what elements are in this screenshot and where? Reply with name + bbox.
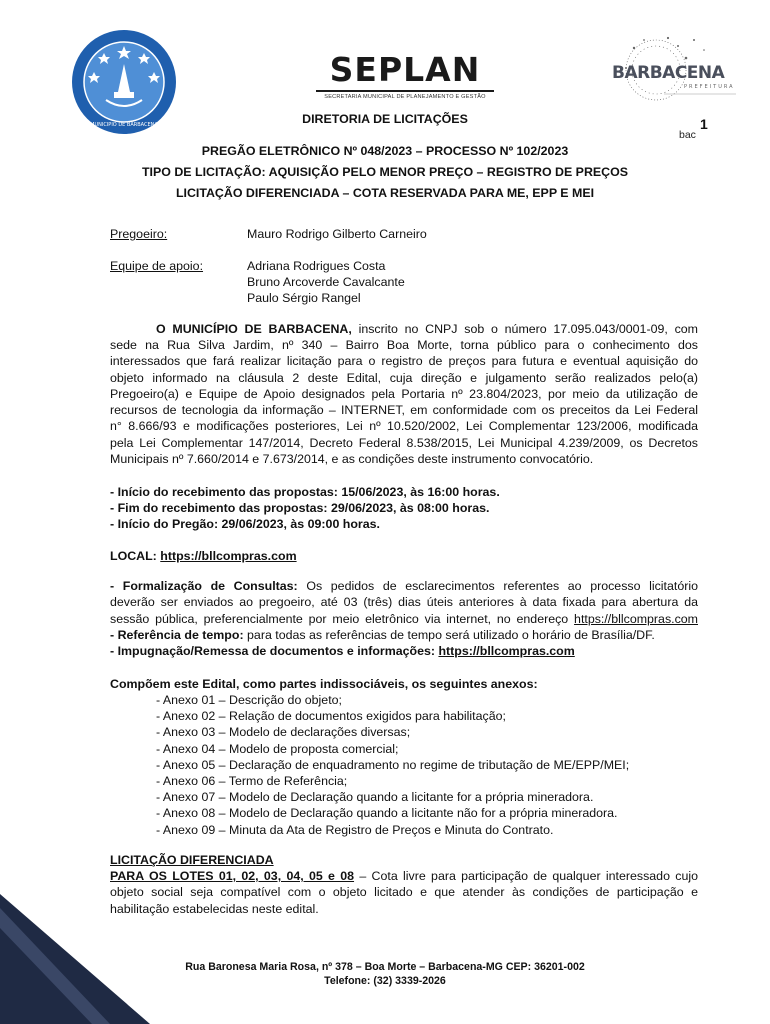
equipe-member: Adriana Rodrigues Costa [247,259,386,273]
title-cota: LICITAÇÃO DIFERENCIADA – COTA RESERVADA PARA ME, EPP E MEI [175,186,595,200]
annex-item: - Anexo 01 – Descrição do objeto; [156,693,342,707]
equipe-member: Paulo Sérgio Rangel [247,291,361,305]
annexes-heading: Compõem este Edital, como partes indissociáveis, os seguintes anexos: [110,677,538,691]
impugnacao-label: - Impugnação/Remessa de documentos e informações: [110,644,435,659]
intro-line: inscrito no CNPJ sob o número 17.095.043/0001-09, com [358,322,698,336]
consultas-text: sessão pública, preferencialmente por meio eletrônico via internet, no endereço [110,611,569,626]
diferenciada-line: objeto social seja compatível com o objeto licitado e que atender às condições de participação e [110,885,698,900]
barbacena-logo-text: BARBACENA [612,63,725,83]
consultas-line: deverão ser enviados ao pregoeiro, até 03 (três) dias úteis anteriores à data fixada para abertura da [110,595,698,610]
equipe-label: Equipe de apoio: [110,259,204,273]
diferenciada-text: – Cota livre para participação de qualquer interessado cujo [359,869,698,883]
seplan-subtitle: SECRETARIA MUNICIPAL DE PLANEJAMENTO E GESTÃO [316,90,494,100]
intro-line: recursos de tecnologia da informação – INTERNET, em conformidade com os preceitos da Lei Federal [110,403,698,418]
title-tipo: TIPO DE LICITAÇÃO: AQUISIÇÃO PELO MENOR PREÇO – REGISTRO DE PREÇOS [141,165,629,179]
diferenciada-heading: LICITAÇÃO DIFERENCIADA [110,853,274,867]
local-label: LOCAL: [110,549,157,563]
consultas-link[interactable]: https://bllcompras.com [574,611,698,626]
page-number: 1 [700,116,708,132]
directorate-title: DIRETORIA DE LICITAÇÕES [302,112,468,126]
footer-address: Rua Baronesa Maria Rosa, nº 378 – Boa Morte – Barbacena-MG CEP: 36201-002 [185,961,585,973]
seal-text: MUNICIPIO DE BARBACENA [90,122,158,128]
title-pregao: PREGÃO ELETRÔNICO Nº 048/2023 – PROCESSO Nº 102/2023 [201,144,569,158]
local-link[interactable]: https://bllcompras.com [160,549,297,563]
annex-item: - Anexo 07 – Modelo de Declaração quando a licitante for a própria mineradora. [156,790,594,805]
footer [0,960,770,988]
annex-item: - Anexo 08 – Modelo de Declaração quando a licitante não for a própria mineradora. [156,806,618,821]
intro-body [110,337,698,467]
annex-item: - Anexo 03 – Modelo de declarações diversas; [156,725,411,740]
referencia-label: - Referência de tempo: [110,627,244,642]
consultas-block [110,578,698,659]
annex-item: - Anexo 09 – Minuta da Ata de Registro de Preços e Minuta do Contrato. [156,822,554,837]
intro-line: n° 8.666/93 e modificações posteriores, Lei nº 10.520/2002, Lei Complementar 123/2006, modificada [110,419,698,434]
annex-item: - Anexo 06 – Termo de Referência; [156,774,348,789]
consultas-text: Os pedidos de esclarecimentos referentes ao processo licitatório [306,579,698,593]
intro-line: Pregoeiro(a) e Equipe de Apoio designados pela Portaria nº 23.804/2023, por meio da utilização de [110,386,698,401]
diferenciada-line [110,868,698,884]
barbacena-logo-sub: PREFEITURA [684,84,735,90]
annex-item: - Anexo 04 – Modelo de proposta comercial; [156,741,399,756]
intro-line: Municipais nº 7.660/2014 e 7.673/2014, e as condições deste instrumento convocatório. [110,452,594,467]
intro-first-line [110,321,698,337]
impugnacao-line [110,643,698,659]
referencia-line [110,627,698,643]
equipe-member: Bruno Arcoverde Cavalcante [247,275,405,289]
barbacena-logo [604,28,744,118]
consultas-line [110,611,698,627]
annex-item: - Anexo 02 – Relação de documentos exigidos para habilitação; [156,709,506,724]
corner-decoration [0,880,150,1024]
intro-line: objeto informado na cláusula 2 deste Edital, cuja direção e julgamento serão realizados pelo(a) [110,370,698,385]
page-number-sub: bac [679,129,696,141]
local-line [110,548,297,564]
intro-line: pela Lei Complementar 147/2014, Decreto Federal 8.538/2015, Lei Municipal 4.239/2009, os Decretos [110,435,698,450]
consultas-label: - Formalização de Consultas: [110,579,298,593]
consultas-line [110,578,698,594]
intro-line: sede na Rua Silva Jardim, nº 340 – Bairro Boa Morte, torna público para o conhecimento dos [110,338,698,352]
lots-label: PARA OS LOTES 01, 02, 03, 04, 05 e 08 [110,869,355,883]
pregoeiro-name: Mauro Rodrigo Gilberto Carneiro [247,227,427,241]
intro-lead: O MUNICÍPIO DE BARBACENA, [156,322,352,336]
pregoeiro-label: Pregoeiro: [110,227,168,241]
annex-item: - Anexo 05 – Declaração de enquadramento no regime de tributação de ME/EPP/MEI; [156,757,630,772]
seplan-logo-text: SEPLAN [329,50,481,89]
date-end-proposals: - Fim do recebimento das propostas: 29/06/2023, às 08:00 horas. [110,501,490,515]
diferenciada-block [110,868,698,917]
referencia-text: para todas as referências de tempo será utilizado o horário de Brasília/DF. [247,627,655,642]
footer-phone: Telefone: (32) 3339-2026 [324,975,446,987]
annexes-list [156,692,629,838]
intro-line: interessados que fará realizar licitação para o registro de preços para futura e eventual aquisição do [110,354,698,369]
seplan-logo [316,52,494,100]
diferenciada-line: habilitação estabelecidas neste edital. [110,901,319,916]
date-start-proposals: - Início do recebimento das propostas: 15/06/2023, às 16:00 horas. [110,485,500,499]
date-pregao-start: - Início do Pregão: 29/06/2023, às 09:00 horas. [110,517,380,531]
impugnacao-link[interactable]: https://bllcompras.com [438,644,575,659]
